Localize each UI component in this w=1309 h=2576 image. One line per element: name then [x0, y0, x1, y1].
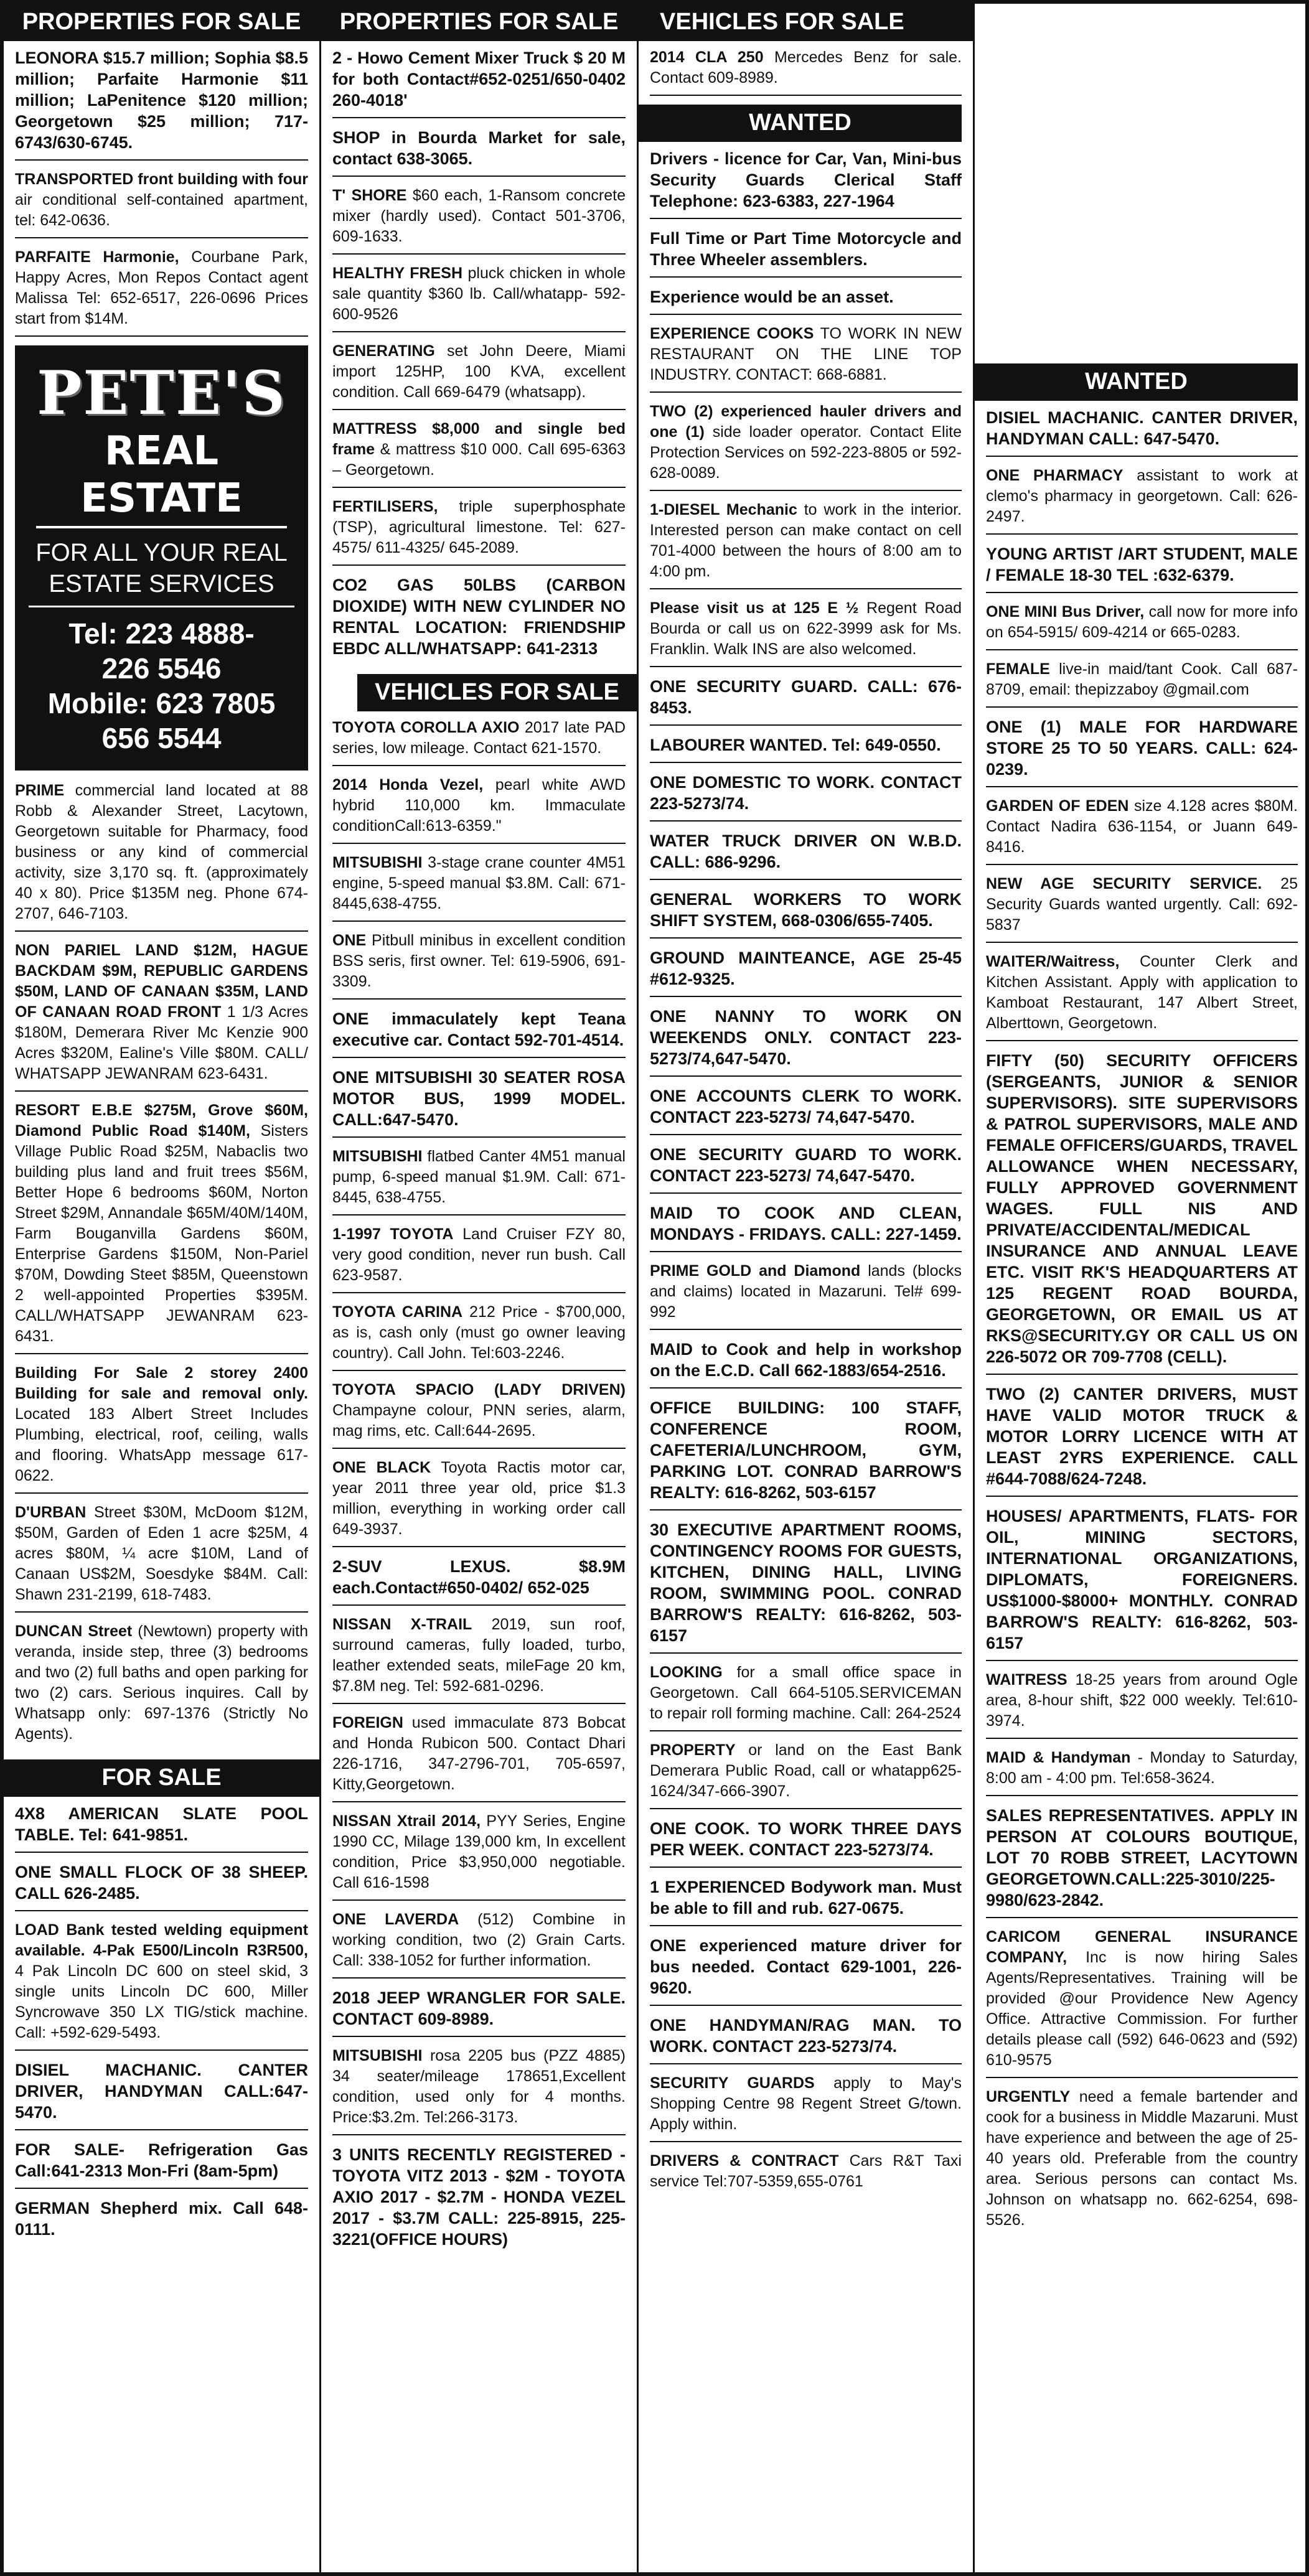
classified-ad [986, 1670, 1298, 1739]
classified-ad [332, 1614, 626, 1704]
ad-lead: ONE BLACK [332, 1459, 431, 1476]
ad-body: 2019, sun roof, surround cameras, fully loaded, turbo, leather extended seats, mileFage 20 km, $7.8M neg. Tel: 592-681-0296. [332, 1616, 626, 1695]
ad-body: Cars R&T Taxi service Tel:707-5359,655-0761 [650, 2152, 962, 2190]
classified-ad: FIFTY (50) SECURITY OFFICERS (SERGEANTS, JUNIOR & SENIOR SUPERVISORS). SITE SUPERVISORS & PATROL SUPERVISORS, MALE AND FEMALE OFFICERS/GUARDS, TRAVEL ALLOWANCE WHEN NECESSARY, FULLY APPROVED GOVERNMENT WAGES. FULL NIS AND PRIVATE/ACCIDENTAL/MEDICAL INSURANCE AND ANNUAL LEAVE ETC. VISIT RK'S HEADQUARTERS AT 125 REGENT ROAD BOURDA, GEORGETOWN, OR EMAIL US AT RKS@SECURITY.GY OR CALL US ON 226-5072 OR 709-7708 (CELL). [986, 1050, 1298, 1375]
section-header-properties: PROPERTIES FOR SALE [321, 4, 637, 41]
column-3 [639, 4, 975, 2572]
ad-lead: ONE PHARMACY [986, 467, 1124, 484]
classified-ad [332, 718, 626, 766]
classified-ad [332, 775, 626, 844]
ad-lead: NISSAN Xtrail 2014, [332, 1812, 481, 1830]
ad-lead: GENERATING [332, 342, 435, 360]
classified-ad: ONE SMALL FLOCK OF 38 SHEEP. CALL 626-2485. [15, 1862, 308, 1911]
ad-lead: PARFAITE Harmonie, [15, 248, 179, 266]
ad-lead: MITSUBISHI [332, 2047, 423, 2064]
ad-body: set John Deere, Miami import 125HP, 100 KVA, excellent condition. Call 669-6479 (whatsapp). [332, 342, 626, 401]
classified-ad: 2 - Howo Cement Mixer Truck $ 20 M for both Contact#652-0251/650-0402 260-4018' [332, 47, 626, 118]
classified-ad [332, 930, 626, 1000]
ad-lead: T' SHORE [332, 187, 407, 204]
classified-ad [650, 1662, 962, 1731]
classified-ad [986, 1748, 1298, 1796]
classified-ad [332, 853, 626, 922]
ad-lead: FEMALE [986, 660, 1050, 678]
ad-lead: LOAD Bank tested welding equipment available. 4-Pak E500/Lincoln R3R500, [15, 1921, 308, 1959]
ad-lead: PRIME GOLD and Diamond [650, 1262, 861, 1280]
classified-ad [332, 1380, 626, 1449]
classified-ad: TWO (2) CANTER DRIVERS, MUST HAVE VALID MOTOR TRUCK & MOTOR LORRY LICENCE WITH AT LEAST 2YRS EXPERIENCE. CALL #644-7088/624-7248. [986, 1384, 1298, 1497]
column-1 [4, 4, 321, 2572]
ad-body: TO WORK IN NEW RESTAURANT ON THE LINE TOP INDUSTRY. CONTACT: 668-6881. [650, 325, 962, 383]
classified-ad: 1 EXPERIENCED Bodywork man. Must be able to fill and rub. 627-0675. [650, 1876, 962, 1926]
classified-ad: 3 UNITS RECENTLY REGISTERED - TOYOTA VITZ 2013 - $2M - TOYOTA AXIO 2017 - $2.7M - HONDA VEZEL 2017 - $3.7M CALL: 225-8915, 225-3221(OFFICE HOURS) [332, 2145, 626, 2249]
logo-mobile: Mobile: 623 7805 [47, 687, 276, 719]
classified-ad: 30 EXECUTIVE APARTMENT ROOMS, CONTINGENCY ROOMS FOR GUESTS, KITCHEN, DINING HALL, LIVING ROOM, SWIMMING POOL. CONRAD BARROW'S REALTY: 616-8262, 503-6157 [650, 1519, 962, 1654]
classified-ad [332, 185, 626, 255]
classified-ad: Drivers - licence for Car, Van, Mini-bus Security Guards Clerical Staff Telephone: 623-6383, 227-1964 [650, 148, 962, 219]
classified-ad: ONE SECURITY GUARD TO WORK. CONTACT 223-5273/ 74,647-5470. [650, 1144, 962, 1194]
classified-ad: YOUNG ARTIST /ART STUDENT, MALE / FEMALE 18-30 TEL :632-6379. [986, 543, 1298, 593]
classified-ad: ONE COOK. TO WORK THREE DAYS PER WEEK. CONTACT 223-5273/74. [650, 1818, 962, 1868]
ad-body: or land on the East Bank Demerara Public Road, call or whatapp625-1624/347-666-3907. [650, 1741, 962, 1800]
classified-ad: MAID to Cook and help in workshop on the E.C.D. Call 662-1883/654-2516. [650, 1339, 962, 1389]
classified-ad: GENERAL WORKERS TO WORK SHIFT SYSTEM, 668-0306/655-7405. [650, 889, 962, 939]
ad-body: Pitbull minibus in excellent condition BSS seris, first owner. Tel: 619-5906, 691-3309. [332, 932, 626, 990]
ad-body: Toyota Ractis motor car, year 2011 three year old, price $1.3 million, everything in working order call 649-3937. [332, 1459, 626, 1538]
ad-lead: NISSAN X-TRAIL [332, 1616, 472, 1633]
section-header-vehicles: VEHICLES FOR SALE [639, 4, 973, 41]
ad-body: Champayne colour, PNN series, alarm, mag rims, etc. Call:644-2695. [332, 1402, 626, 1440]
classified-ad [332, 1811, 626, 1901]
classified-ad [650, 1740, 962, 1809]
classified-ad [15, 1621, 308, 1751]
ad-lead: MAID & Handyman [986, 1749, 1131, 1766]
logo-tagline [29, 537, 294, 607]
ad-body: need a female bartender and cook for a business in Middle Mazaruni. Must have experience and between the age of 25-40 years old. Preferable from the country area. Serious persons can contact Ms. Johnson on whatsapp no. 662-6254, 698-5526. [986, 2088, 1298, 2229]
classified-ad [332, 1458, 626, 1547]
classified-ad: Full Time or Part Time Motorcycle and Three Wheeler assemblers. [650, 228, 962, 278]
classified-ad: ONE SECURITY GUARD. CALL: 676-8453. [650, 676, 962, 726]
classified-ad: OFFICE BUILDING: 100 STAFF, CONFERENCE ROOM, CAFETERIA/LUNCHROOM, GYM, PARKING LOT. CONRAD BARROW'S REALTY: 616-8262, 503-6157 [650, 1397, 962, 1510]
ad-lead: MITSUBISHI [332, 1148, 423, 1165]
classified-ad [332, 1224, 626, 1293]
classified-ad: LABOURER WANTED. Tel: 649-0550. [650, 734, 962, 763]
logo-tagline-line: FOR ALL YOUR REAL [35, 539, 288, 566]
classified-ad: ONE NANNY TO WORK ON WEEKENDS ONLY. CONTACT 223-5273/74,647-5470. [650, 1006, 962, 1077]
classified-ad [332, 419, 626, 488]
ad-body: to work in the interior. Interested person can make contact on cell 701-4000 between the hours of 8:00 am to 4:00 pm. [650, 501, 962, 580]
ad-body: 212 Price - $700,000, as is, cash only (must go owner leaving country). Call John. Tel:603-2246. [332, 1303, 626, 1362]
ad-lead: LOOKING [650, 1664, 723, 1681]
ad-lead: RESORT E.B.E $275M, Grove $60M, Diamond Public Road $140M, [15, 1102, 308, 1140]
ad-lead: ONE LAVERDA [332, 1911, 459, 1928]
ad-body: Sisters Village Public Road $25M, Nabaclis two building plus land and fruit trees $56M, Better Hope 6 bedrooms $60M, Norton Street $29M, Annandale $65M/40M/140M, Farm Bouganvilla Gardens $60M, Enterprise Gardens $150M, Non-Pariel $70M, Dowding Steet $85M, Queenstown 2 well-appointed Properties $395M. CALL/WHATSAPP JEWANRAM 623-6431. [15, 1122, 308, 1345]
ad-lead: D'URBAN [15, 1504, 87, 1521]
classified-ad [332, 1302, 626, 1371]
ad-body: $60 each, 1-Ransom concrete mixer (hardly used). Contact 501-3706, 609-1633. [332, 187, 626, 245]
ad-lead: TOYOTA SPACIO (LADY DRIVEN) [332, 1381, 626, 1398]
classified-ad [986, 602, 1298, 650]
classified-ad [332, 497, 626, 566]
ad-lead: GARDEN OF EDEN [986, 797, 1129, 815]
ad-lead: TOYOTA COROLLA AXIO [332, 719, 520, 736]
classified-ad [332, 1713, 626, 1802]
ad-lead: URGENTLY [986, 2088, 1071, 2105]
ad-lead: NEW AGE SECURITY SERVICE. [986, 875, 1262, 892]
petes-real-estate-logo [15, 345, 308, 770]
ad-body: lands (blocks and claims) located in Mazaruni. Tel# 699-992 [650, 1262, 962, 1321]
ad-body: (512) Combine in working condition, two (2) Grain Carts. Call: 338-1052 for further information. [332, 1911, 626, 1969]
logo-name: PETE'S [37, 358, 286, 428]
classified-ad: ONE immaculately kept Teana executive car. Contact 592-701-4514. [332, 1008, 626, 1058]
ad-body: 3-stage crane counter 4M51 engine, 5-speed manual $3.8M. Call: 671-8445,638-4755. [332, 854, 626, 912]
ad-body: used immaculate 873 Bobcat and Honda Rubicon 500. Contact Dhari 226-1716, 347-2796-701, 705-6597, Kitty,Georgetown. [332, 1714, 626, 1793]
classified-ad: ONE MITSUBISHI 30 SEATER ROSA MOTOR BUS, 1999 MODEL. CALL:647-5470. [332, 1067, 626, 1138]
classified-ad: DISIEL MACHANIC. CANTER DRIVER, HANDYMAN CALL:647-5470. [15, 2059, 308, 2130]
ad-lead: NON PARIEL LAND $12M, HAGUE BACKDAM $9M, REPUBLIC GARDENS $50M, LAND OF CANAAN $35M, LAND OF CANAAN ROAD FRONT [15, 942, 308, 1021]
ad-lead: MATTRESS $8,000 and single bed frame [332, 420, 626, 458]
classified-ad [650, 401, 962, 491]
ad-lead: TOYOTA CARINA [332, 1303, 463, 1321]
ad-lead: FOREIGN [332, 1714, 403, 1731]
ad-body: 25 Security Guards wanted urgently. Call: 692-5837 [986, 875, 1298, 934]
ad-lead: EXPERIENCE COOKS [650, 325, 814, 342]
ad-body: call now for more info on 654-5915/ 609-4214 or 665-0283. [986, 603, 1298, 641]
logo-phone: 226 5546 [101, 652, 222, 685]
ad-lead: CARICOM GENERAL INSURANCE COMPANY, [986, 1928, 1298, 1966]
classified-ad [332, 2046, 626, 2135]
ad-body: (Newtown) property with veranda, inside step, three (3) bedrooms and two (2) full baths and open parking for two (2) cars. Serious inquires. Call by Whatsapp only: 697-1376 (Strictly No Agents). [15, 1623, 308, 1743]
ad-lead: DRIVERS & CONTRACT [650, 2152, 839, 2170]
classified-ad [650, 2151, 962, 2198]
ad-body: 4 Pak Lincoln DC 600 on steel skid, 3 single units Lincoln DC 600, Miller Syncrowave 350 LX TIG/stick machine. Call: +592-629-5493. [15, 1962, 308, 2041]
ad-lead: SECURITY GUARDS [650, 2074, 815, 2092]
classified-ad: ONE experienced mature driver for bus needed. Contact 629-1001, 226-9620. [650, 1935, 962, 2006]
classified-ad [986, 659, 1298, 708]
ad-lead: FERTILISERS, [332, 498, 438, 515]
ad-body: side loader operator. Contact Elite Protection Services on 592-223-8805 or 592-628-0089. [650, 423, 962, 482]
ad-lead: WAITRESS [986, 1671, 1067, 1688]
ad-body: apply to May's Shopping Centre 98 Regent Street G/town. Apply within. [650, 2074, 962, 2133]
ad-body: size 4.128 acres $80M. Contact Nadira 636-1154, or Juann 649-8416. [986, 797, 1298, 856]
classified-ad [15, 1920, 308, 2051]
ad-body: Counter Clerk and Kitchen Assistant. Apply with application to Kamboat Restaurant, 147 Albert Street, Alberttown, Georgetown. [986, 953, 1298, 1032]
classified-ad [650, 324, 962, 393]
ad-body: Land Cruiser FZY 80, very good condition, never run bush. Call 623-9587. [332, 1225, 626, 1284]
classified-ad [986, 1927, 1298, 2078]
classified-ad: ONE DOMESTIC TO WORK. CONTACT 223-5273/74. [650, 772, 962, 822]
classified-ad: DISIEL MACHANIC. CANTER DRIVER, HANDYMAN CALL: 647-5470. [986, 407, 1298, 457]
ad-lead: MITSUBISHI [332, 854, 423, 871]
classified-ad: SHOP in Bourda Market for sale, contact 638-3065. [332, 127, 626, 177]
section-header-properties: PROPERTIES FOR SALE [4, 4, 319, 41]
ad-lead: DUNCAN Street [15, 1623, 133, 1640]
ad-body: Regent Road Bourda or call us on 622-3999 ask for Ms. Franklin. Walk INS are also welcomed. [650, 599, 962, 658]
ad-body: 18-25 years from around Ogle area, 8-hour shift, $22 000 weekly. Tel:610-3974. [986, 1671, 1298, 1730]
classified-ad [650, 598, 962, 667]
ad-body: Street $30M, McDoom $12M, $50M, Garden of Eden 1 acre $25M, 4 acres $80M, ¼ acre $10M, Land of Canaan US$2M, Soesdyke $84M. Call: Shawn 231-2199, 618-7483. [15, 1504, 308, 1603]
ad-lead: Building For Sale 2 storey 2400 Building for sale and removal only. [15, 1364, 308, 1402]
classified-ad [15, 247, 308, 337]
column-2 [321, 4, 639, 2572]
ad-lead: ONE MINI Bus Driver, [986, 603, 1145, 621]
logo-subtitle: REAL ESTATE [36, 428, 287, 528]
ad-body: air conditional self-contained apartment, tel: 642-0636. [15, 191, 308, 229]
classified-ad [332, 1909, 626, 1979]
classified-ad [986, 952, 1298, 1041]
ad-body: Located 183 Albert Street Includes Plumbing, electrical, roof, ceiling, walls and flooring. WhatsApp message 617-0622. [15, 1405, 308, 1484]
ad-body: commercial land located at 88 Robb & Alexander Street, Lacytown, Georgetown suitable for Pharmacy, food business or any kind of commercial activity, size 3,170 sq. ft. (approximately 40 x 80). Price $135M neg. Phone 674-2707, 646-7103. [15, 782, 308, 922]
classified-ad: LEONORA $15.7 million; Sophia $8.5 million; Parfaite Harmonie $11 million; LaPenitence $120 million; Georgetown $25 million; 717-6743/630-6745. [15, 47, 308, 161]
classified-ad [650, 1261, 962, 1330]
classified-ad [15, 1100, 308, 1354]
classified-ad [986, 2087, 1298, 2237]
classified-ad [15, 1363, 308, 1494]
classified-ad: Experience would be an asset. [650, 286, 962, 315]
classified-ad: HOUSES/ APARTMENTS, FLATS- FOR OIL, MINING SECTORS, INTERNATIONAL ORGANIZATIONS, DIPLOMATS, FOREIGNERS. US$1000-$8000+ MONTHLY. CONRAD BARROW'S REALTY: 616-8262, 503-6157 [986, 1506, 1298, 1661]
ad-lead: PROPERTY [650, 1741, 736, 1759]
section-header-wanted: WANTED [639, 105, 962, 142]
ad-lead: TWO (2) experienced hauler drivers and one (1) [650, 403, 962, 441]
ad-body: rosa 2205 bus (PZZ 4885) 34 seater/mileage 178651,Excellent condition, used only for 4 months. Price:$3.2m. Tel:266-3173. [332, 2047, 626, 2126]
classified-ad [650, 47, 962, 96]
ad-lead: ONE [332, 932, 367, 949]
ad-body: Mercedes Benz for sale. Contact 609-8989. [650, 49, 962, 87]
classified-ad: 4X8 AMERICAN SLATE POOL TABLE. Tel: 641-9851. [15, 1803, 308, 1853]
classified-ad: GROUND MAINTEANCE, AGE 25-45 #612-9325. [650, 947, 962, 997]
classified-ad: MAID TO COOK AND CLEAN, MONDAYS - FRIDAYS. CALL: 227-1459. [650, 1202, 962, 1252]
ad-body: 2017 late PAD series, low mileage. Contact 621-1570. [332, 719, 626, 757]
classified-ad: WATER TRUCK DRIVER ON W.B.D. CALL: 686-9296. [650, 830, 962, 880]
classified-ad: CO2 GAS 50LBS (CARBON DIOXIDE) WITH NEW CYLINDER NO RENTAL LOCATION: FRIENDSHIP EBDC ALL/WHATSAPP: 641-2313 [332, 576, 626, 658]
ad-lead: 2014 CLA 250 [650, 49, 764, 66]
ad-body: flatbed Canter 4M51 manual pump, 6-speed manual $1.9M. Call: 671-8445, 638-4755. [332, 1148, 626, 1206]
blank-space [986, 15, 1298, 363]
classified-ad: 2018 JEEP WRANGLER FOR SALE. CONTACT 609-8989. [332, 1987, 626, 2037]
classified-ad: SALES REPRESENTATIVES. APPLY IN PERSON AT COLOURS BOUTIQUE, LOT 70 ROBB STREET, LACYTOWN GEORGETOWN.CALL:225-3010/225-9980/623-2842. [986, 1805, 1298, 1918]
classified-ad [15, 780, 308, 932]
classified-ad [650, 2073, 962, 2142]
classified-ad [650, 500, 962, 589]
classified-ad: ONE HANDYMAN/RAG MAN. TO WORK. CONTACT 223-5273/74. [650, 2015, 962, 2064]
ad-lead: 1-1997 TOYOTA [332, 1225, 454, 1243]
ad-lead: PRIME [15, 782, 65, 799]
logo-tagline-line: ESTATE SERVICES [49, 570, 274, 597]
ad-lead: 1-DIESEL Mechanic [650, 501, 797, 518]
classified-ad [986, 796, 1298, 865]
ad-body: PYY Series, Engine 1990 CC, Milage 139,000 km, In excellent condition, Price $3,950,000 negotiable. Call 616-1598 [332, 1812, 626, 1891]
ad-body: pluck chicken in whole sale quantity $360 lb. Call/whatapp- 592-600-9526 [332, 265, 626, 323]
classified-ad: 2-SUV LEXUS. $8.9M each.Contact#650-0402/ 652-025 [332, 1556, 626, 1606]
classified-ad [332, 341, 626, 410]
section-header-vehicles: VEHICLES FOR SALE [357, 674, 637, 711]
ad-body: assistant to work at clemo's pharmacy in georgetown. Call: 626-2497. [986, 467, 1298, 525]
ad-body: pearl white AWD hybrid 110,000 km. Immaculate conditionCall:613-6359." [332, 776, 626, 835]
ad-body: for a small office space in Georgetown. Call 664-5105.SERVICEMAN to repair roll forming machine. Call: 264-2524 [650, 1664, 962, 1722]
classified-ad: ONE (1) MALE FOR HARDWARE STORE 25 TO 50 YEARS. CALL: 624-0239. [986, 716, 1298, 787]
logo-phone: Tel: 223 4888- [68, 617, 255, 650]
column-4 [975, 4, 1309, 2572]
ad-body: Courbane Park, Happy Acres, Mon Repos Contact agent Malissa Tel: 652-6517, 226-0696 Prices start from $14M. [15, 248, 309, 327]
classified-ad [15, 1502, 308, 1613]
ad-lead: HEALTHY FRESH [332, 265, 462, 282]
ad-body: 1 1/3 Acres $180M, Demerara River Mc Kenzie 900 Acres $320M, Ealine's Ville $80M. CALL/ WHATSAPP JEWANRAM 623-6431. [15, 1003, 308, 1082]
ad-lead: 2014 Honda Vezel, [332, 776, 484, 794]
classified-ad: ONE ACCOUNTS CLERK TO WORK. CONTACT 223-5273/ 74,647-5470. [650, 1085, 962, 1135]
ad-body: & mattress $10 000. Call 695-6363 – Georgetown. [332, 441, 626, 479]
ad-body: - Monday to Saturday, 8:00 am - 4:00 pm. Tel:658-3624. [986, 1749, 1298, 1787]
classified-ad [15, 940, 308, 1092]
section-header-for-sale: FOR SALE [4, 1759, 319, 1797]
classified-ad [15, 169, 308, 238]
ad-lead: WAITER/Waitress, [986, 953, 1120, 970]
ad-lead: TRANSPORTED front building with four [15, 171, 308, 188]
ad-lead: Please visit us at 125 E ½ [650, 599, 859, 617]
ad-body: Inc is now hiring Sales Agents/Representatives. Training will be provided @our Providence New Agency Office. Attractive Commission. For further details please call (592) 646-0623 and (592) 610-9575 [986, 1949, 1298, 2069]
ad-body: triple superphosphate (TSP), agricultural limestone. Tel: 627-4575/ 611-4325/ 645-2089. [332, 498, 626, 556]
ad-body: live-in maid/tant Cook. Call 687-8709, email: thepizzaboy @gmail.com [986, 660, 1298, 698]
classified-ad [332, 1146, 626, 1215]
classified-ad [986, 466, 1298, 535]
classified-ad [986, 874, 1298, 943]
logo-mobile: 656 5544 [101, 722, 222, 754]
classified-ad: GERMAN Shepherd mix. Call 648-0111. [15, 2199, 308, 2239]
classified-ad: FOR SALE- Refrigeration Gas Call:641-2313 Mon-Fri (8am-5pm) [15, 2139, 308, 2189]
section-header-wanted: WANTED [975, 363, 1298, 401]
classified-ad [332, 263, 626, 332]
